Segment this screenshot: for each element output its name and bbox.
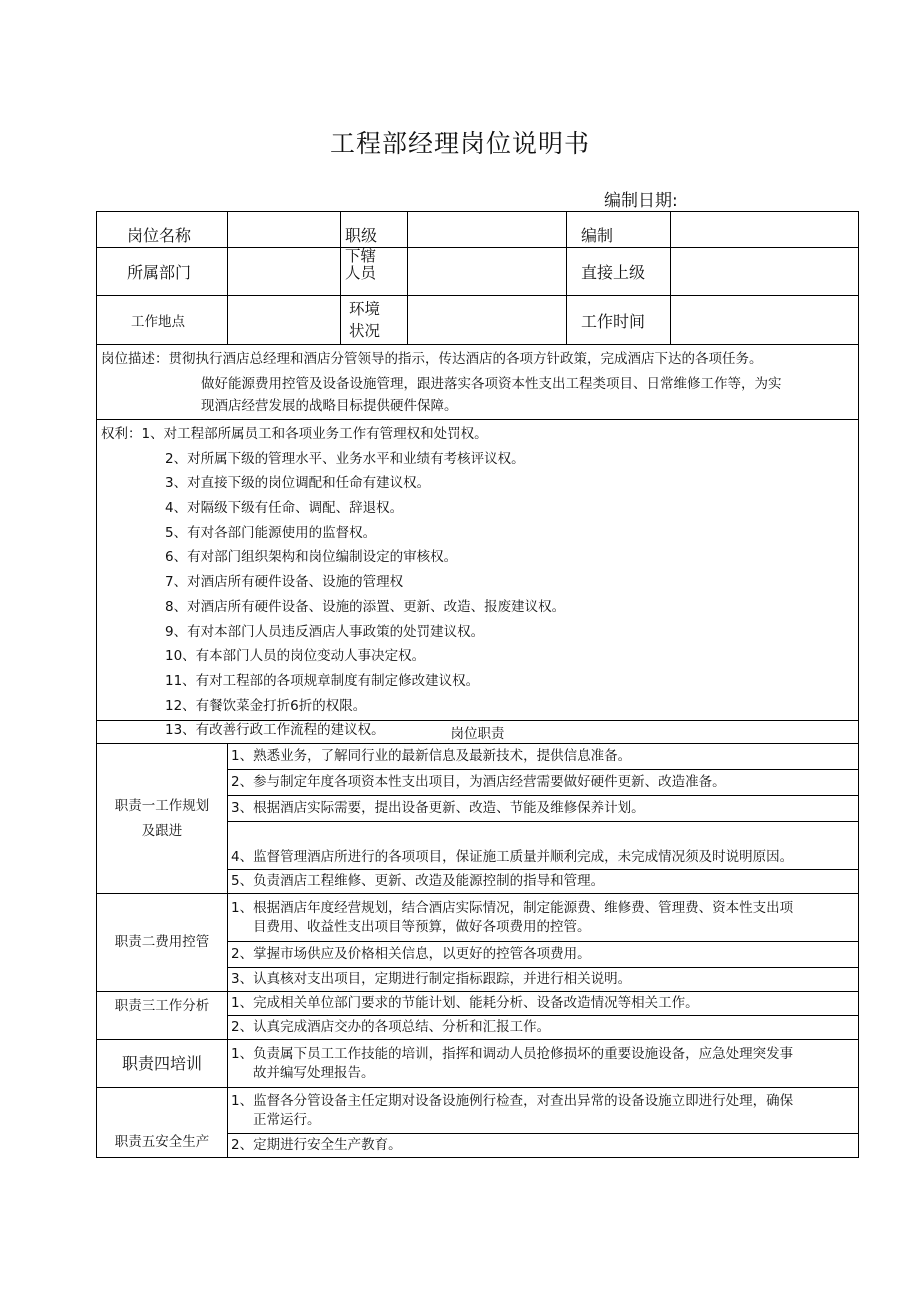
right-item: 3、对直接下级的岗位调配和任命有建议权。	[165, 475, 431, 492]
dept-label: 所属部门	[97, 248, 228, 296]
right-item: 10、有本部门人员的岗位变动人事决定权。	[165, 648, 426, 665]
duty-4-item-1-line-2: 故并编写处理报告。	[253, 1064, 375, 1081]
duty-2-item-1-line-2: 目费用、收益性支出项目等预算，做好各项费用的控管。	[253, 918, 591, 935]
environment-label: 环境状况	[341, 296, 408, 345]
headcount-label: 编制	[567, 212, 671, 248]
post-name-label: 岗位名称	[97, 212, 228, 248]
level-label: 职级	[341, 212, 408, 248]
headcount-value[interactable]	[671, 212, 859, 248]
page-title: 工程部经理岗位说明书	[329, 129, 590, 158]
post-name-value[interactable]	[228, 212, 341, 248]
right-item: 权利：1、对工程部所属员工和各项业务工作有管理权和处罚权。	[101, 426, 488, 442]
post-description	[97, 345, 859, 420]
superior-value[interactable]	[671, 248, 859, 296]
subordinates-value[interactable]	[408, 248, 567, 296]
right-item: 13、有改善行政工作流程的建议权。	[165, 722, 385, 739]
duty-1-item: 5、负责酒店工程维修、更新、改造及能源控制的指导和管理。	[228, 870, 859, 894]
duty-1-item: 1、熟悉业务，了解同行业的最新信息及最新技术，提供信息准备。	[228, 744, 859, 770]
duty-1-name-line-1: 职责一工作规划	[114, 797, 210, 814]
duty-5-item-1-line-2: 正常运行。	[253, 1111, 321, 1128]
duty-3-name: 职责三工作分析	[97, 992, 228, 1040]
duty-1-item: 2、参与制定年度各项资本性支出项目，为酒店经营需要做好硬件更新、改造准备。	[228, 770, 859, 796]
duty-4-item-1-line-1: 1、负责属下员工工作技能的培训，指挥和调动人员抢修损坏的重要设施设备，应急处理突发事	[231, 1045, 794, 1062]
duty-3-item-2: 2、认真完成酒店交办的各项总结、分析和汇报工作。	[228, 1016, 859, 1040]
duty-5-item-1	[228, 1088, 859, 1134]
duty-2-item-1-line-1: 1、根据酒店年度经营规划，结合酒店实际情况，制定能源费、维修费、管理费、资本性支出项	[231, 899, 794, 916]
right-item: 2、对所属下级的管理水平、业务水平和业绩有考核评议权。	[165, 450, 525, 467]
location-value[interactable]	[228, 296, 341, 345]
right-item: 12、有餐饮菜金打折6折的权限。	[165, 697, 367, 714]
subordinates-label: 下辖人员	[341, 248, 408, 296]
job-description-table	[96, 211, 859, 1158]
hours-value[interactable]	[671, 296, 859, 345]
duty-2-name: 职责二费用控管	[97, 894, 228, 992]
duty-5-item-1-line-1: 1、监督各分管设备主任定期对设备设施例行检查，对查出异常的设备设施立即进行处理，确保	[231, 1092, 794, 1109]
duty-2-item-1	[228, 894, 859, 942]
location-label: 工作地点	[97, 296, 228, 345]
environment-value[interactable]	[408, 296, 567, 345]
duty-5-item-2: 2、定期进行安全生产教育。	[228, 1134, 859, 1158]
duty-4-name: 职责四培训	[97, 1040, 228, 1088]
right-item: 11、有对工程部的各项规章制度有制定修改建议权。	[165, 672, 480, 689]
right-item: 6、有对部门组织架构和岗位编制设定的审核权。	[165, 549, 458, 566]
right-item: 4、对隔级下级有任命、调配、辞退权。	[165, 500, 404, 517]
duty-5-name: 职责五安全生产	[97, 1088, 228, 1158]
duty-4-item-1	[228, 1040, 859, 1088]
duty-2-item-3: 3、认真核对支出项目，定期进行制定指标跟踪，并进行相关说明。	[228, 968, 859, 992]
duty-1-item: 4、监督管理酒店所进行的各项项目，保证施工质量并顺利完成，未完成情况须及时说明原因。	[228, 846, 859, 870]
duty-3-item-1: 1、完成相关单位部门要求的节能计划、能耗分析、设备改造情况等相关工作。	[228, 992, 859, 1016]
duty-1-name-line-2: 及跟进	[141, 822, 183, 839]
hours-label: 工作时间	[567, 296, 671, 345]
right-item: 8、对酒店所有硬件设备、设施的添置、更新、改造、报废建议权。	[165, 598, 566, 615]
duty-1-item-blank	[228, 822, 859, 846]
right-item: 5、有对各部门能源使用的监督权。	[165, 524, 377, 541]
description-line-2: 做好能源费用控管及设备设施管理，跟进落实各项资本性支出工程类项目、日常维修工作等，为实	[201, 376, 782, 392]
description-line-1: 岗位描述：贯彻执行酒店总经理和酒店分管领导的指示，传达酒店的各项方针政策，完成酒店下达的各项任务。	[101, 351, 763, 367]
description-line-3: 现酒店经营发展的战略目标提供硬件保障。	[201, 398, 458, 414]
right-item: 7、对酒店所有硬件设备、设施的管理权	[165, 574, 404, 591]
right-item: 9、有对本部门人员违反酒店人事政策的处罚建议权。	[165, 623, 485, 640]
duties-section-title: 岗位职责	[97, 721, 859, 744]
date-label: 编制日期:	[604, 191, 678, 211]
duty-1-item: 3、根据酒店实际需要，提出设备更新、改造、节能及维修保养计划。	[228, 796, 859, 822]
duty-2-item-2: 2、掌握市场供应及价格相关信息，以更好的控管各项费用。	[228, 942, 859, 968]
duty-1-name	[97, 744, 228, 894]
level-value[interactable]	[408, 212, 567, 248]
dept-value[interactable]	[228, 248, 341, 296]
superior-label: 直接上级	[567, 248, 671, 296]
